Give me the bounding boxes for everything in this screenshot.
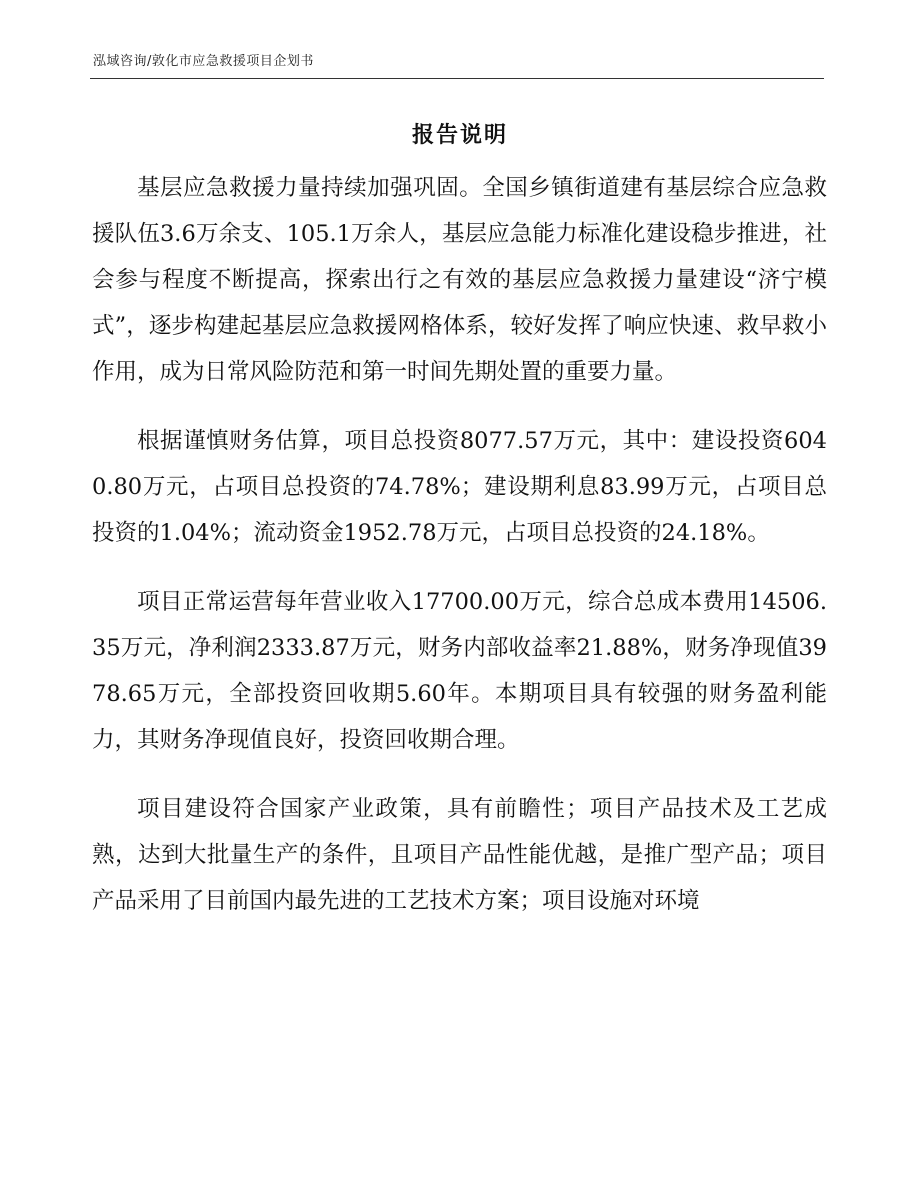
page-title: 报告说明 bbox=[411, 123, 508, 148]
paragraph-investment: 根据谨慎财务估算，项目总投资8077.57万元，其中：建设投资6040.80万元，占项目总投资的74.78%；建设期利息83.99万元，占项目总投资的1.04%；流动资金1952.78万元，占项目总投资的24.18%。 bbox=[92, 428, 827, 546]
header-divider bbox=[90, 78, 824, 79]
paragraph-rescue-capacity: 基层应急救援力量持续加强巩固。全国乡镇街道建有基层综合应急救援队伍3.6万余支、105.1万余人，基层应急能力标准化建设稳步推进，社会参与程度不断提高，探索出行之有效的基层应急救援力量建设“济宁模式”，逐步构建起基层应急救援网格体系，较好发挥了响应快速、救早救小作用，成为日常风险防范和第一时间先期处置的重要力量。 bbox=[92, 175, 827, 385]
paragraph-financials: 项目正常运营每年营业收入17700.00万元，综合总成本费用14506.35万元，净利润2333.87万元，财务内部收益率21.88%，财务净现值3978.65万元，全部投资回收期5.60年。本期项目具有较强的财务盈利能力，其财务净现值良好，投资回收期合理。 bbox=[92, 589, 827, 753]
running-header: 泓域咨询/敦化市应急救援项目企划书 bbox=[93, 54, 314, 69]
paragraph-policy: 项目建设符合国家产业政策，具有前瞻性；项目产品技术及工艺成熟，达到大批量生产的条件，且项目产品性能优越，是推广型产品；项目产品采用了目前国内最先进的工艺技术方案；项目设施对环境 bbox=[92, 796, 827, 914]
document-body bbox=[92, 165, 827, 924]
